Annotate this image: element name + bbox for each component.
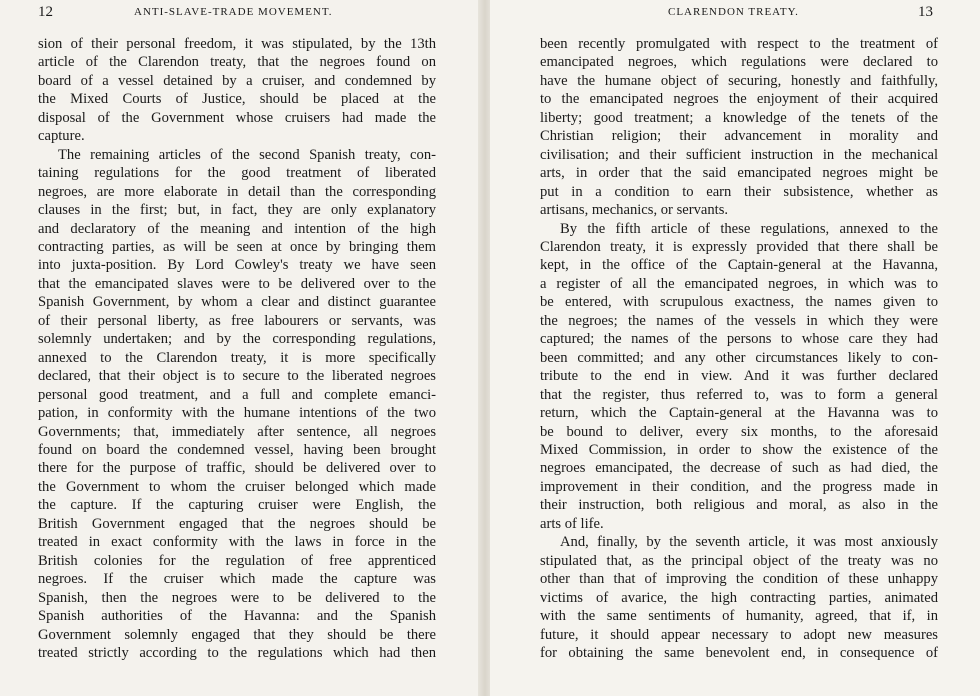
text-line: been committed; and any other circumstances likely to con- [540, 349, 938, 366]
text-line: annexed to the Clarendon treaty, it is more specifically [38, 349, 436, 366]
text-line: found on board the condemned vessel, having been brought [38, 441, 436, 458]
left-page [0, 0, 480, 696]
text-line: Christian religion; their advancement in morality and [540, 128, 938, 145]
right-running-head: CLARENDON TREATY. [668, 6, 799, 18]
text-line: Clarendon treaty, it is expressly provided that there shall be [540, 238, 938, 255]
text-line: the Government to whom the cruiser belonged which made [38, 478, 436, 495]
text-line: The remaining articles of the second Spanish treaty, con- [58, 146, 436, 163]
text-line: arts of life. [540, 515, 604, 532]
text-line: improvement in their condition, and the progress made in [540, 478, 938, 495]
text-line: clauses in the first; but, in fact, they are only explanatory [38, 202, 436, 219]
text-line: return, which the Captain-general at the Havanna was to [540, 405, 938, 422]
text-line: declared, that their object is to secure to the liberated negroes [38, 368, 436, 385]
text-line: Governments; that, immediately after sentence, all negroes [38, 423, 436, 440]
right-page-number: 13 [918, 4, 933, 20]
text-line: taining regulations for the good treatment of liberated [38, 165, 436, 182]
text-line: artisans, mechanics, or servants. [540, 202, 729, 219]
text-line: the capture. If the capturing cruiser were English, the [38, 497, 436, 514]
text-line: have the humane object of securing, honestly and faithfully, [540, 72, 938, 89]
text-line: British colonies for the regulation of free apprenticed [38, 552, 436, 569]
text-line: Spanish authorities of the Havanna: and the Spanish [38, 608, 436, 625]
text-line: kept, in the office of the Captain-general at the Havanna, [540, 257, 938, 274]
text-line: with the same sentiments of humanity, agreed, that if, in [540, 608, 938, 625]
text-line: Spanish, then the negroes were to be delivered to the [38, 589, 436, 606]
text-line: that the emancipated slaves were to be delivered over to the [38, 275, 436, 292]
text-line: board of a vessel detained by a cruiser, and condemned by [38, 72, 436, 89]
text-line: emancipated negroes, which regulations were declared to [540, 54, 938, 71]
text-line: be entered, with scrupulous exactness, the names given to [540, 294, 938, 311]
text-line: treated strictly according to the regulations which had then [38, 644, 436, 661]
text-line: article of the Clarendon treaty, that the negroes found on [38, 54, 436, 71]
text-line: negroes. If the cruiser which made the capture was [38, 571, 436, 588]
text-line: solemnly undertaken; and by the corresponding regulations, [38, 331, 436, 348]
text-line: put in a condition to earn their subsistence, whether as [540, 183, 938, 200]
text-line: sion of their personal freedom, it was stipulated, by the 13th [38, 36, 436, 52]
text-line: future, it should appear necessary to adopt new measures [540, 626, 938, 643]
text-line: stipulated that, as the principal object of the treaty was no [540, 552, 938, 569]
left-page-text [38, 35, 436, 662]
text-line: there for the purpose of traffic, should be delivered over to [38, 460, 436, 477]
text-line: civilisation; and their sufficient instruction in the mechanical [540, 146, 938, 163]
text-line: their instruction, both religious and moral, as also in the [540, 497, 938, 514]
text-line: British Government engaged that the negroes should be [38, 515, 436, 532]
text-line: Spanish Government, by whom a clear and distinct guarantee [38, 294, 436, 311]
text-line: that the register, thus referred to, was to form a general [540, 386, 938, 403]
text-line: Government solemnly engaged that they should be there [38, 626, 436, 643]
right-page-text [540, 35, 938, 662]
text-line: of their personal liberty, as free labourers or servants, was [38, 312, 436, 329]
text-line: the Mixed Courts of Justice, should be placed at the [38, 91, 436, 108]
text-line: captured; the names of the persons to whose care they had [540, 331, 938, 348]
text-line: tribute to the end in view. And it was further declared [540, 368, 938, 385]
text-line: And, finally, by the seventh article, it was most anxiously [560, 534, 938, 551]
text-line: victims of avarice, the high contracting parties, animated [540, 589, 938, 606]
right-page [490, 0, 980, 696]
text-line: been recently promulgated with respect to the treatment of [540, 36, 938, 52]
text-line: disposal of the Government whose cruisers had made the [38, 109, 436, 126]
text-line: for obtaining the same benevolent end, in consequence of [540, 644, 938, 661]
text-line: into juxta-position. By Lord Cowley's treaty we have seen [38, 257, 436, 274]
text-line: personal good treatment, and a full and complete emanci- [38, 386, 436, 403]
text-line: liberty; good treatment; a knowledge of the tenets of the [540, 109, 938, 126]
text-line: Mixed Commission, in order to show the existence of the [540, 441, 938, 458]
text-line: the negroes; the names of the vessels in which they were [540, 312, 938, 329]
text-line: negroes emancipated, the decrease of such as had died, the [540, 460, 938, 477]
text-line: and declaratory of the meaning and intention of the high [38, 220, 436, 237]
text-line: By the fifth article of these regulations, annexed to the [560, 220, 938, 237]
text-line: to the emancipated negroes the enjoyment of their acquired [540, 91, 938, 108]
text-line: contracting parties, as will be seen at once by bringing them [38, 238, 436, 255]
text-line: arts, in order that the said emancipated negroes might be [540, 165, 938, 182]
text-line: pation, in conformity with the humane intentions of the two [38, 405, 436, 422]
left-running-head: ANTI-SLAVE-TRADE MOVEMENT. [134, 6, 333, 18]
text-line: a register of all the emancipated negroes, in which was to [540, 275, 938, 292]
text-line: capture. [38, 128, 85, 145]
left-page-number: 12 [38, 4, 53, 20]
text-line: other than that of improving the condition of these unhappy [540, 571, 938, 588]
text-line: treated in exact conformity with the laws in force in the [38, 534, 436, 551]
text-line: be bound to deliver, every six months, to the aforesaid [540, 423, 938, 440]
text-line: negroes, are more elaborate in detail than the corresponding [38, 183, 436, 200]
